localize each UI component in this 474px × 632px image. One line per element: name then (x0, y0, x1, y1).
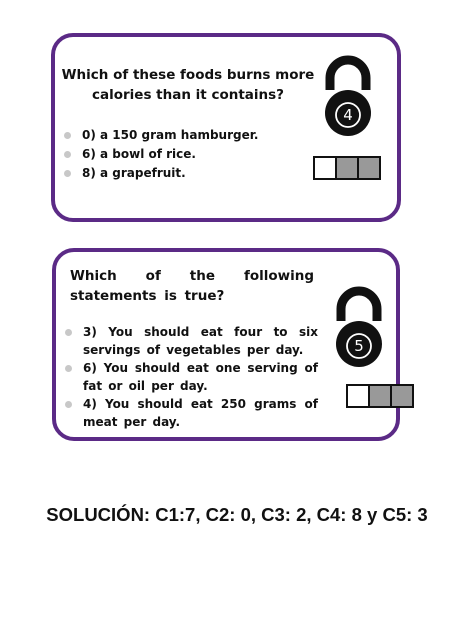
padlock-icon (328, 281, 390, 367)
puzzle-card-4 (51, 33, 401, 222)
answer-option (59, 164, 299, 183)
answer-option-text: 0) a 150 gram hamburger. (82, 128, 259, 142)
bullet-icon (65, 365, 72, 372)
bullet-icon (64, 170, 71, 177)
answer-options (59, 126, 299, 183)
puzzle-card-5 (52, 248, 400, 441)
code-box (390, 386, 412, 406)
answer-option-text: 8) a grapefruit. (82, 166, 186, 180)
answer-option-text: 6) You should eat one serving of fat or oil per day. (83, 361, 318, 393)
code-box (357, 158, 379, 178)
lock-number: 5 (354, 337, 364, 355)
solution-text: SOLUCIÓN: C1:7, C2: 0, C3: 2, C4: 8 y C5: 3 (46, 504, 428, 525)
answer-option (60, 323, 318, 359)
answer-option-text: 3) You should eat four to six servings of vegetables per day. (83, 325, 318, 357)
answer-option (60, 359, 318, 395)
code-box (335, 158, 357, 178)
code-box (348, 386, 368, 406)
bullet-icon (64, 132, 71, 139)
answer-option (59, 126, 299, 145)
question-text: Which of the following statements is true? (70, 268, 314, 304)
answer-option (59, 145, 299, 164)
bullet-icon (65, 329, 72, 336)
bullet-icon (65, 401, 72, 408)
bullet-icon (64, 151, 71, 158)
answer-option (60, 395, 318, 431)
code-box (368, 386, 390, 406)
code-boxes (313, 156, 381, 180)
answer-options (60, 323, 318, 431)
question-text: Which of these foods burns more calories than it contains? (61, 67, 315, 103)
code-box (315, 158, 335, 178)
padlock-icon (317, 50, 379, 136)
answer-option-text: 4) You should eat 250 grams of meat per day. (83, 397, 318, 429)
lock-number: 4 (343, 106, 353, 124)
code-boxes (346, 384, 414, 408)
answer-option-text: 6) a bowl of rice. (82, 147, 196, 161)
